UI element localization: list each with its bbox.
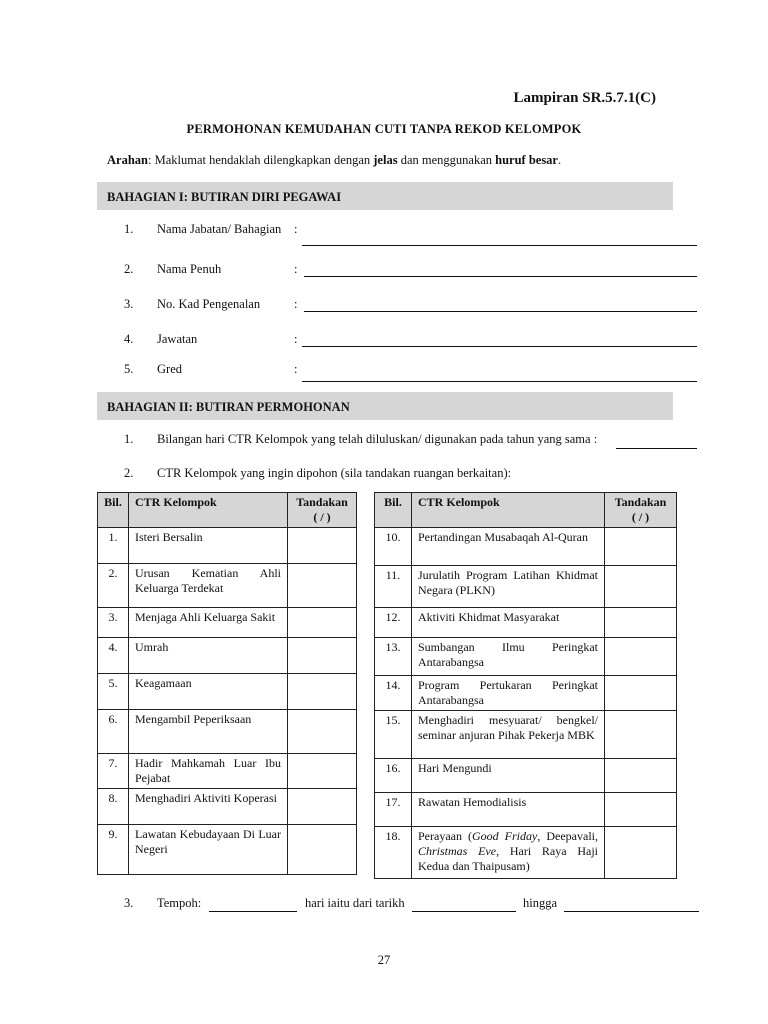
tick-cell[interactable]: [288, 789, 357, 825]
question-text: Bilangan hari CTR Kelompok yang telah diluluskan/ digunakan pada tahun yang sama :: [157, 432, 598, 446]
table-row: [375, 528, 677, 566]
table-row: [375, 711, 677, 759]
ctr-name: [412, 827, 605, 879]
tick-cell[interactable]: [605, 793, 677, 827]
field-label: Nama Jabatan/ Bahagian: [157, 222, 282, 236]
days-input-line[interactable]: [209, 911, 297, 912]
tick-cell[interactable]: [605, 528, 677, 566]
field-row-position: [0, 332, 768, 362]
field-label: No. Kad Pengenalan: [157, 297, 261, 311]
section-1-heading: BAHAGIAN I: BUTIRAN DIRI PEGAWAI: [107, 190, 342, 204]
header-bil: Bil.: [98, 493, 129, 528]
ctr-table-right: [374, 492, 677, 879]
field-label: Gred: [157, 362, 182, 376]
header-tandakan-label: Tandakan: [296, 495, 348, 509]
full-name-input-line[interactable]: [304, 276, 697, 277]
row-number: 18.: [375, 827, 412, 879]
field-colon: :: [294, 332, 298, 346]
field-colon: :: [294, 297, 298, 311]
tick-cell[interactable]: [605, 759, 677, 793]
table-row: [375, 827, 677, 879]
tick-cell[interactable]: [605, 608, 677, 638]
section-2-heading: BAHAGIAN II: BUTIRAN PERMOHONAN: [107, 400, 350, 414]
ctr-name: Keagamaan: [129, 674, 288, 710]
table-row: [98, 754, 357, 789]
table-row: [98, 638, 357, 674]
field-colon: :: [294, 262, 298, 276]
table-row: [375, 759, 677, 793]
row-number: 2.: [98, 564, 129, 608]
duration-label: Tempoh:: [157, 896, 202, 910]
start-date-input-line[interactable]: [412, 911, 516, 912]
table-row: [375, 793, 677, 827]
ctr-name: Hari Mengundi: [412, 759, 605, 793]
approved-days-input-line[interactable]: [616, 448, 697, 449]
duration-end-text: hingga: [523, 896, 558, 910]
table-row: [98, 825, 357, 875]
field-colon: :: [294, 362, 298, 376]
tick-cell[interactable]: [288, 608, 357, 638]
question-approved-days: [0, 432, 768, 454]
ctr-name: Menghadiri Aktiviti Koperasi: [129, 789, 288, 825]
table-row: [98, 528, 357, 564]
question-number: 3.: [124, 896, 134, 910]
page-number: 27: [377, 953, 391, 967]
table-row: [375, 676, 677, 711]
table-row: [98, 710, 357, 754]
tick-cell[interactable]: [288, 754, 357, 789]
ctr-name: Pertandingan Musabaqah Al-Quran: [412, 528, 605, 566]
ctr-name: Program Pertukaran Peringkat Antarabangsa: [412, 676, 605, 711]
row-number: 7.: [98, 754, 129, 789]
row-number: 4.: [98, 638, 129, 674]
field-row-grade: [0, 362, 768, 392]
tick-cell[interactable]: [288, 825, 357, 875]
row-number: 10.: [375, 528, 412, 566]
header-tick-hint: ( / ): [313, 510, 331, 524]
tick-cell[interactable]: [288, 564, 357, 608]
field-row-full-name: [0, 262, 768, 292]
position-input-line[interactable]: [302, 346, 697, 347]
duration-mid-text: hari iaitu dari tarikh: [305, 896, 405, 910]
ctr-name: Menghadiri mesyuarat/ bengkel/ seminar anjuran Pihak Pekerja MBK: [412, 711, 605, 759]
tick-cell[interactable]: [288, 674, 357, 710]
field-number: 5.: [124, 362, 134, 376]
ctr-name-italic: Christmas Eve: [418, 844, 497, 858]
header-bil: Bil.: [375, 493, 412, 528]
ic-number-input-line[interactable]: [304, 311, 697, 312]
row-number: 17.: [375, 793, 412, 827]
row-number: 8.: [98, 789, 129, 825]
tick-cell[interactable]: [605, 638, 677, 676]
ctr-name: Sumbangan Ilmu Peringkat Antarabangsa: [412, 638, 605, 676]
grade-input-line[interactable]: [302, 381, 697, 382]
instruction-emphasis-clear: jelas: [373, 153, 398, 167]
row-number: 11.: [375, 566, 412, 608]
row-number: 16.: [375, 759, 412, 793]
row-number: 6.: [98, 710, 129, 754]
section-2-header: [97, 392, 673, 420]
header-tick-hint: ( / ): [631, 510, 650, 524]
ctr-name: Menjaga Ahli Keluarga Sakit: [129, 608, 288, 638]
header-ctr: CTR Kelompok: [129, 493, 288, 528]
ctr-name: Aktiviti Khidmat Masyarakat: [412, 608, 605, 638]
section-1-header: [97, 182, 673, 210]
table-header-row: [98, 493, 357, 528]
field-number: 3.: [124, 297, 134, 311]
row-number: 13.: [375, 638, 412, 676]
ctr-name: Isteri Bersalin: [129, 528, 288, 564]
row-number: 5.: [98, 674, 129, 710]
field-row-department: [0, 222, 768, 252]
table-header-row: [375, 493, 677, 528]
row-number: 9.: [98, 825, 129, 875]
ctr-table-left: [97, 492, 357, 875]
instruction-part: : Maklumat hendaklah dilengkapkan dengan: [147, 153, 374, 167]
ctr-name-part: , Deepavali,: [537, 829, 598, 843]
question-text: CTR Kelompok yang ingin dipohon (sila tandakan ruangan berkaitan):: [157, 466, 512, 480]
instruction-text: [107, 153, 561, 168]
table-row: [98, 674, 357, 710]
field-number: 4.: [124, 332, 134, 346]
header-tandakan-label: Tandakan: [614, 495, 667, 509]
table-row: [98, 789, 357, 825]
ctr-name: Rawatan Hemodialisis: [412, 793, 605, 827]
tick-cell[interactable]: [605, 711, 677, 759]
ctr-name-italic: Good Friday: [472, 829, 538, 843]
row-number: 1.: [98, 528, 129, 564]
table-row: [375, 638, 677, 676]
tick-cell[interactable]: [605, 566, 677, 608]
field-colon: :: [294, 222, 298, 236]
instruction-part: dan menggunakan: [397, 153, 496, 167]
ctr-name: Hadir Mahkamah Luar Ibu Pejabat: [129, 754, 288, 789]
field-label: Jawatan: [157, 332, 198, 346]
question-number: 2.: [124, 466, 134, 480]
table-row: [98, 608, 357, 638]
table-row: [375, 608, 677, 638]
tick-cell[interactable]: [288, 710, 357, 754]
end-date-input-line[interactable]: [564, 911, 699, 912]
tick-cell[interactable]: [288, 528, 357, 564]
question-duration: [0, 896, 768, 918]
ctr-name-part: , Hari Raya Haji Kedua dan Thaipusam): [418, 844, 598, 873]
ctr-name: Lawatan Kebudayaan Di Luar Negeri: [129, 825, 288, 875]
field-label: Nama Penuh: [157, 262, 222, 276]
row-number: 15.: [375, 711, 412, 759]
instruction-part: .: [557, 153, 562, 167]
instruction-label: Arahan: [107, 153, 148, 167]
ctr-name: Jurulatih Program Latihan Khidmat Negara (PLKN): [412, 566, 605, 608]
form-title: PERMOHONAN KEMUDAHAN CUTI TANPA REKOD KELOMPOK: [186, 122, 582, 136]
instruction-emphasis-caps: huruf besar: [495, 153, 558, 167]
table-row: [375, 566, 677, 608]
ctr-name: Umrah: [129, 638, 288, 674]
header-ctr: CTR Kelompok: [412, 493, 605, 528]
row-number: 14.: [375, 676, 412, 711]
ctr-name: Mengambil Peperiksaan: [129, 710, 288, 754]
header-tandakan: [288, 493, 357, 528]
question-ctr-type: [0, 466, 768, 488]
ctr-name: Urusan Kematian Ahli Keluarga Terdekat: [129, 564, 288, 608]
appendix-reference: Lampiran SR.5.7.1(C): [513, 90, 656, 106]
row-number: 12.: [375, 608, 412, 638]
question-number: 1.: [124, 432, 134, 446]
field-number: 2.: [124, 262, 134, 276]
field-row-ic-number: [0, 297, 768, 327]
department-input-line[interactable]: [302, 245, 697, 246]
tick-cell[interactable]: [605, 676, 677, 711]
tick-cell[interactable]: [605, 827, 677, 879]
ctr-name-part: Perayaan (: [418, 829, 472, 843]
field-number: 1.: [124, 222, 134, 236]
header-tandakan: [605, 493, 677, 528]
table-row: [98, 564, 357, 608]
tick-cell[interactable]: [288, 638, 357, 674]
row-number: 3.: [98, 608, 129, 638]
